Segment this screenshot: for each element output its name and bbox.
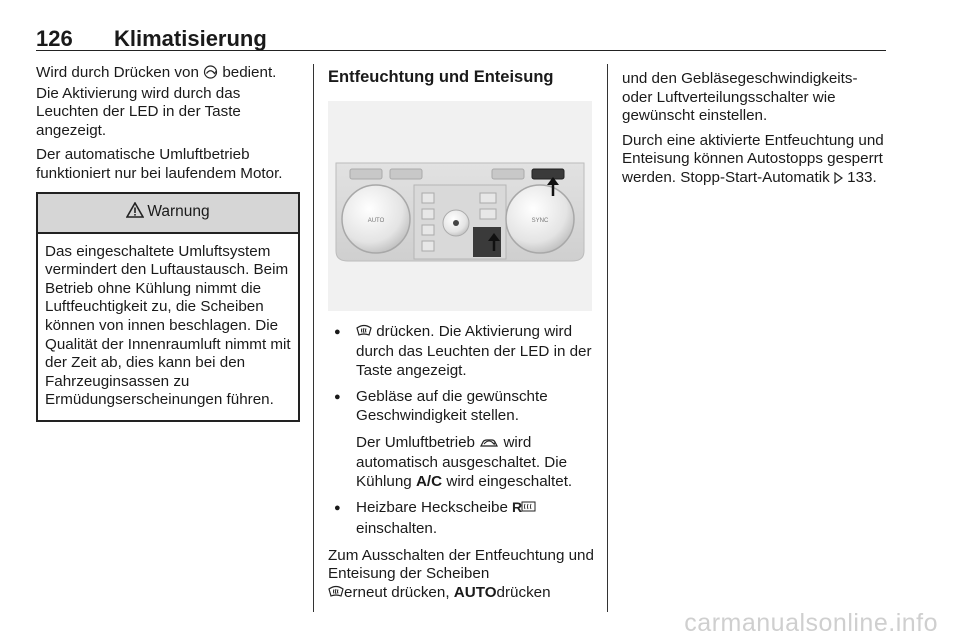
column-1 [36, 64, 300, 422]
page-number: 126 [36, 26, 73, 51]
auto-knob-label: AUTO [367, 217, 385, 224]
column-3 [622, 70, 884, 196]
recirculation-icon [203, 65, 218, 85]
svg-text:R: R [512, 500, 523, 515]
page-reference-icon [834, 171, 843, 190]
sync-knob-label: SYNC [531, 217, 549, 224]
stop-start-paragraph: Durch eine aktivierte Entfeuchtung und Enteisung können Autostopps gesperrt werden. Stopp-Start-Automatik 133. [622, 132, 884, 190]
list-item: ● Heizbare Heckscheibe R einschalten. [328, 499, 594, 538]
column-divider [313, 64, 314, 612]
warning-title: Warnung [147, 203, 210, 221]
closing-paragraph: Zum Ausschalten der Entfeuchtung und Enteisung der Scheiben erneut drücken, AUTOdrücken [328, 547, 594, 605]
list-item: ● drücken. Die Aktivierung wird durch das Leuchten der LED in der Taste angezeigt. [328, 323, 594, 381]
list-item: ● Gebläse auf die gewünschte Geschwindigkeit stellen. Der Umluftbetrieb wird automatisch ausgeschaltet. Die Kühlung A/C wird eingeschaltet. [328, 388, 594, 491]
column-divider [607, 64, 608, 612]
warning-header [38, 194, 298, 234]
page-reference-link[interactable]: 133 [847, 168, 873, 186]
intro-paragraph: Wird durch Drücken von bedient. Die Aktivierung wird durch das Leuchten der LED in der Taste angezeigt. [36, 64, 277, 139]
windscreen-defrost-icon [328, 585, 344, 605]
section-heading: Entfeuchtung und Enteisung [328, 68, 554, 86]
column-2 [328, 64, 594, 604]
warning-text: Das eingeschaltete Umluftsystem vermindert den Luftaustausch. Beim Betrieb ohne Kühlung nimmt die Luftfeuchtigkeit zu, die Scheiben können von innen beschlagen. Die Qualität der Innenraumluft nimmt mit der Zeit ab, dies kann bei den Fahrzeuginsassen zu Ermüdungserscheinungen führen. [45, 242, 291, 409]
watermark: carmanualsonline.info [684, 609, 938, 637]
warning-triangle-icon [126, 202, 144, 224]
list-item-note: Der Umluftbetrieb wird automatisch ausgeschaltet. Die Kühlung A/C wird eingeschaltet. [356, 433, 573, 490]
warning-box [36, 192, 300, 422]
continuation-paragraph: und den Gebläsegeschwindigkeits- oder Luftverteilungsschalter wie gewünscht einstellen. [622, 70, 858, 125]
rear-window-heating-icon [512, 500, 536, 520]
windscreen-defrost-icon [356, 324, 372, 344]
climate-control-panel-image [328, 101, 592, 311]
auto-recirc-paragraph: Der automatische Umluftbetrieb funktioniert nur bei laufendem Motor. [36, 146, 283, 182]
recirculation-car-icon [479, 436, 499, 455]
chapter-title: Klimatisierung [114, 26, 267, 51]
instruction-list [328, 323, 594, 539]
page-header [36, 26, 886, 51]
